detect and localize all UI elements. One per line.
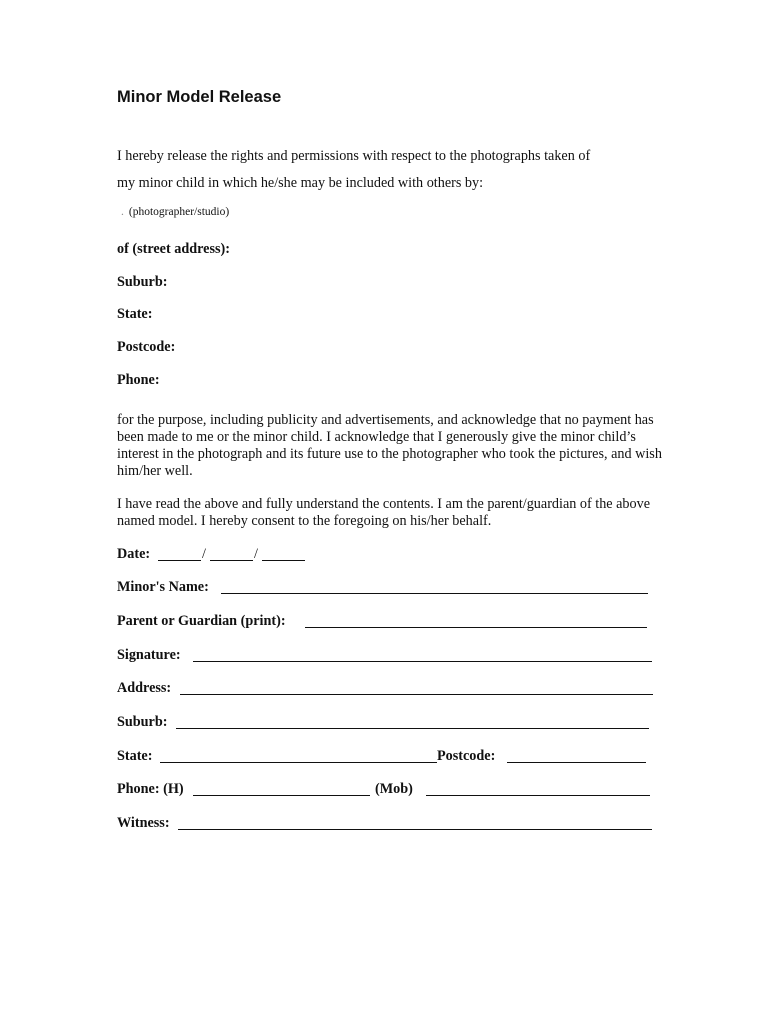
street-address-label: of (street address): xyxy=(117,241,230,257)
date-month-field[interactable] xyxy=(210,560,253,561)
signature-field[interactable] xyxy=(193,661,652,662)
witness-field[interactable] xyxy=(178,829,652,830)
date-separator-1: / xyxy=(202,546,206,562)
minors-name-label: Minor's Name: xyxy=(117,579,209,595)
parent-guardian-label: Parent or Guardian (print): xyxy=(117,613,286,629)
signature-label: Signature: xyxy=(117,647,181,663)
photographer-field-dot: . xyxy=(121,206,124,218)
photographer-postcode-label: Postcode: xyxy=(117,339,176,355)
consent-paragraph: I have read the above and fully understand the contents. I am the parent/guardian of the above named model. I hereby consent to the foregoing on his/her behalf. xyxy=(117,496,651,529)
address-field[interactable] xyxy=(180,694,653,695)
photographer-phone-label: Phone: xyxy=(117,372,160,388)
intro-line-1: I hereby release the rights and permissions with respect to the photographs taken of xyxy=(117,148,591,164)
date-separator-2: / xyxy=(254,546,258,562)
postcode-label: Postcode: xyxy=(437,748,496,764)
photographer-suburb-label: Suburb: xyxy=(117,274,168,290)
phone-mobile-field[interactable] xyxy=(426,795,650,796)
witness-label: Witness: xyxy=(117,815,170,831)
date-label: Date: xyxy=(117,546,151,562)
phone-home-field[interactable] xyxy=(193,795,370,796)
date-year-field[interactable] xyxy=(262,560,305,561)
minors-name-field[interactable] xyxy=(221,593,648,594)
suburb-field[interactable] xyxy=(176,728,649,729)
postcode-field[interactable] xyxy=(507,762,646,763)
phone-mobile-label: (Mob) xyxy=(375,781,413,797)
purpose-paragraph: for the purpose, including publicity and advertisements, and acknowledge that no payment has been made to me or the minor child. I acknowledge that I generously give the minor child’s interest in the photograph and its future use to the photographer who took the pictures, and wish him/her well. xyxy=(117,412,662,479)
photographer-state-label: State: xyxy=(117,306,153,322)
date-day-field[interactable] xyxy=(158,560,201,561)
address-label: Address: xyxy=(117,680,172,696)
intro-line-2: my minor child in which he/she may be included with others by: xyxy=(117,175,484,191)
state-field[interactable] xyxy=(160,762,437,763)
phone-home-label: Phone: (H) xyxy=(117,781,184,797)
state-label: State: xyxy=(117,748,153,764)
document-title: Minor Model Release xyxy=(117,88,282,106)
suburb-label: Suburb: xyxy=(117,714,168,730)
photographer-note-text: (photographer/studio) xyxy=(128,206,230,218)
parent-guardian-field[interactable] xyxy=(305,627,647,628)
photographer-studio-note xyxy=(121,206,229,218)
